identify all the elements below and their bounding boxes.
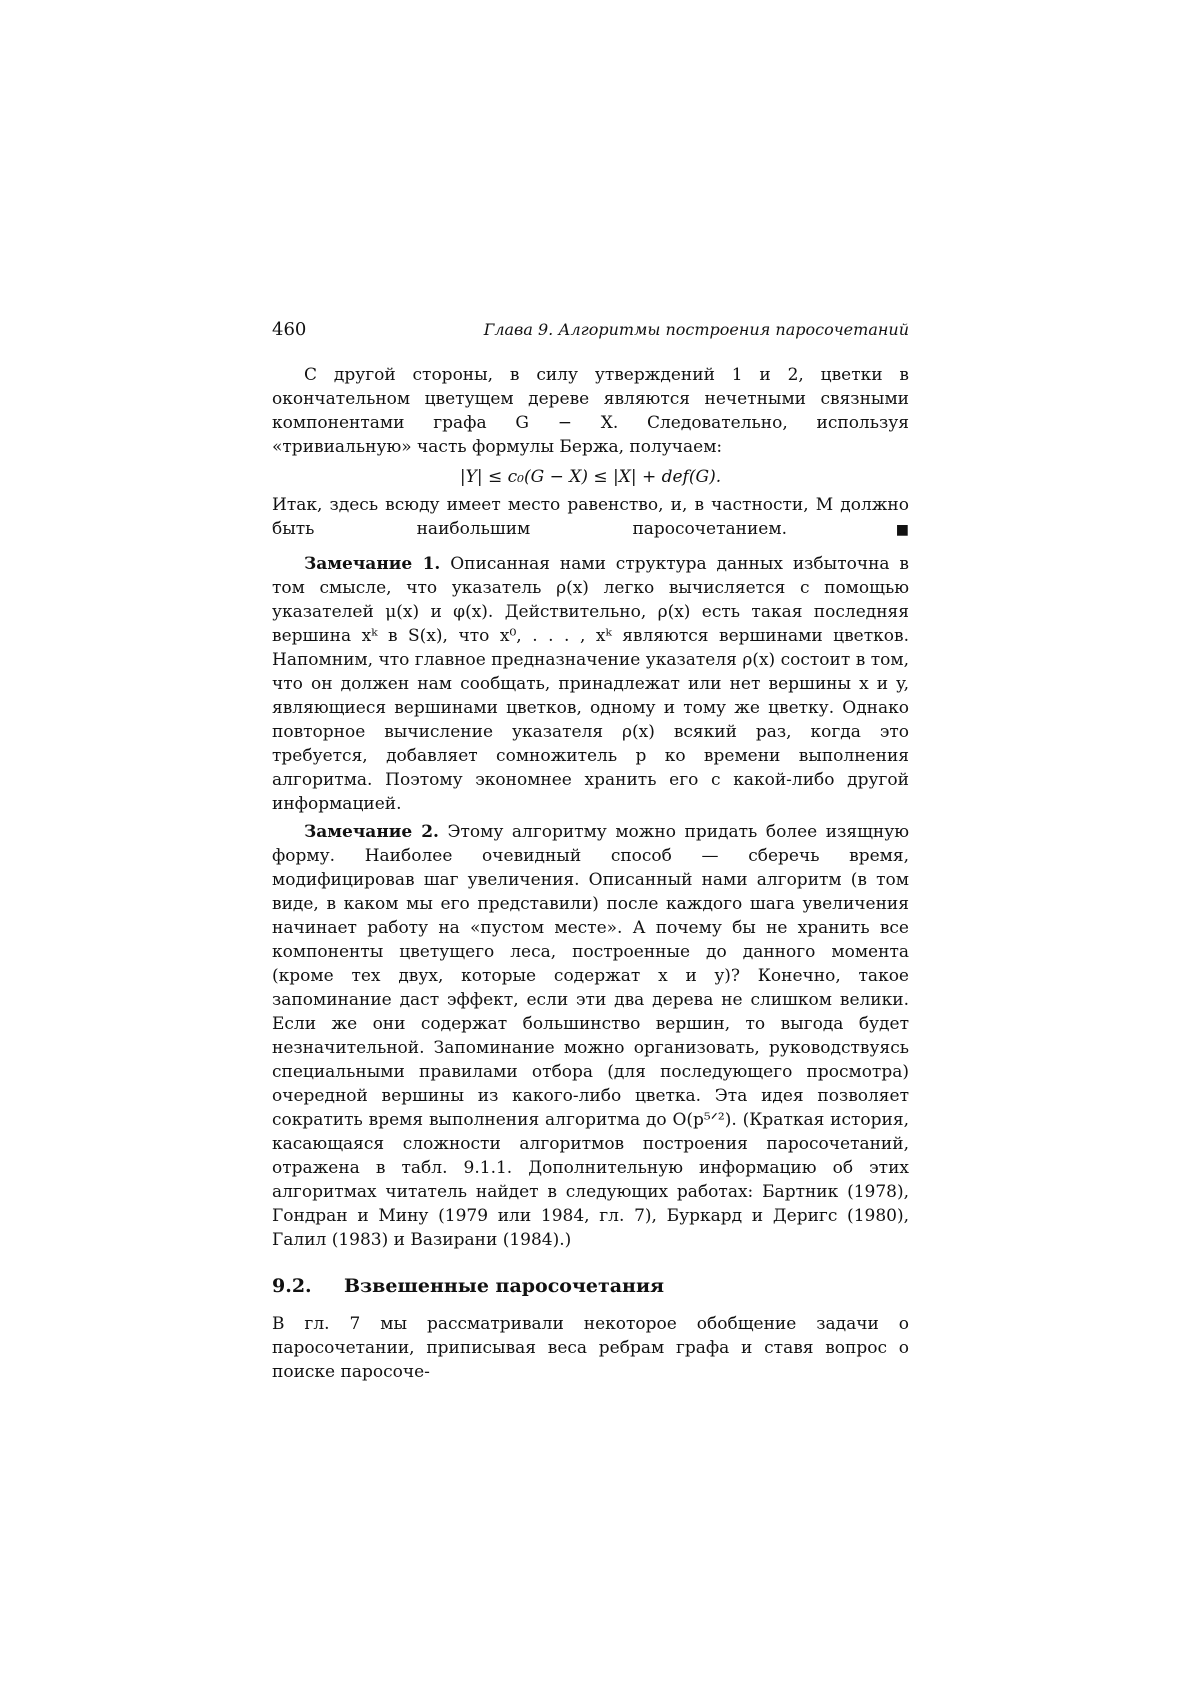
section-title: Взвешенные паросочетания	[344, 1275, 665, 1297]
remark-2	[272, 820, 909, 1252]
paragraph-3: В гл. 7 мы рассматривали некоторое обобщение задачи о паросочетании, приписывая веса ребрам графа и ставя вопрос о поиске паросоче-	[272, 1314, 909, 1382]
page	[272, 318, 909, 1384]
remark-1-label: Замечание 1.	[304, 554, 441, 574]
remark-2-text: Этому алгоритму можно придать более изящную форму. Наиболее очевидный способ — сберечь время, модифицировав шаг увеличения. Описанный нами алгоритм (в том виде, в каком мы его представили) после каждого шага увеличения начинает работу на «пустом месте». А почему бы не хранить все компоненты цветущего леса, построенные до данного момента (кроме тех двух, которые содержат x и y)? Конечно, такое запоминание даст эффект, если эти два дерева не слишком велики. Если же они содержат большинство вершин, то выгода будет незначительной. Запоминание можно организовать, руководствуясь специальными правилами отбора (для последующего просмотра) очередной вершины из какого-либо цветка. Эта идея позволяет сократить время выполнения алгоритма до O(p⁵ᐟ²). (Краткая история, касающаяся сложности алгоритмов построения паросочетаний, отражена в табл. 9.1.1. Дополнительную информацию об этих алгоритмах читатель найдет в следующих работах: Бартник (1978), Гондран и Мину (1979 или 1984, гл. 7), Буркард и Деригс (1980), Галил (1983) и Вазирани (1984).)	[272, 822, 910, 1250]
remark-1-text: Описанная нами структура данных избыточна в том смысле, что указатель ρ(x) легко вычисляется с помощью указателей μ(x) и φ(x). Действительно, ρ(x) есть такая последняя вершина xᵏ в S(x), что x⁰, . . . , xᵏ являются вершинами цветков. Напомним, что главное предназначение указателя ρ(x) состоит в том, что он должен нам сообщать, принадлежат или нет вершины x и y, являющиеся вершинами цветков, одному и тому же цветку. Однако повторное вычисление указателя ρ(x) всякий раз, когда это требуется, добавляет сомножитель p ко времени выполнения алгоритма. Поэтому экономнее хранить его с какой-либо другой информацией.	[272, 554, 909, 814]
remark-1	[272, 552, 909, 816]
section-number: 9.2.	[272, 1275, 312, 1297]
paragraph-2	[272, 493, 909, 542]
qed-mark: ■	[798, 522, 909, 538]
page-number: 460	[272, 319, 307, 340]
formula: |Y| ≤ c₀(G − X) ≤ |X| + def(G).	[459, 467, 722, 487]
paragraph-1: С другой стороны, в силу утверждений 1 и 2, цветки в окончательном цветущем дереве являются нечетными связными компонентами графа G − X. Следовательно, используя «тривиальную» часть формулы Бержа, получаем:	[272, 365, 909, 457]
running-title: Глава 9. Алгоритмы построения паросочетаний	[483, 320, 909, 339]
section-heading	[272, 1274, 909, 1298]
remark-2-label: Замечание 2.	[304, 822, 439, 842]
page-header	[272, 318, 909, 342]
paragraph-2-text: Итак, здесь всюду имеет место равенство, и, в частности, M должно быть наибольшим паросочетанием.	[272, 495, 909, 539]
